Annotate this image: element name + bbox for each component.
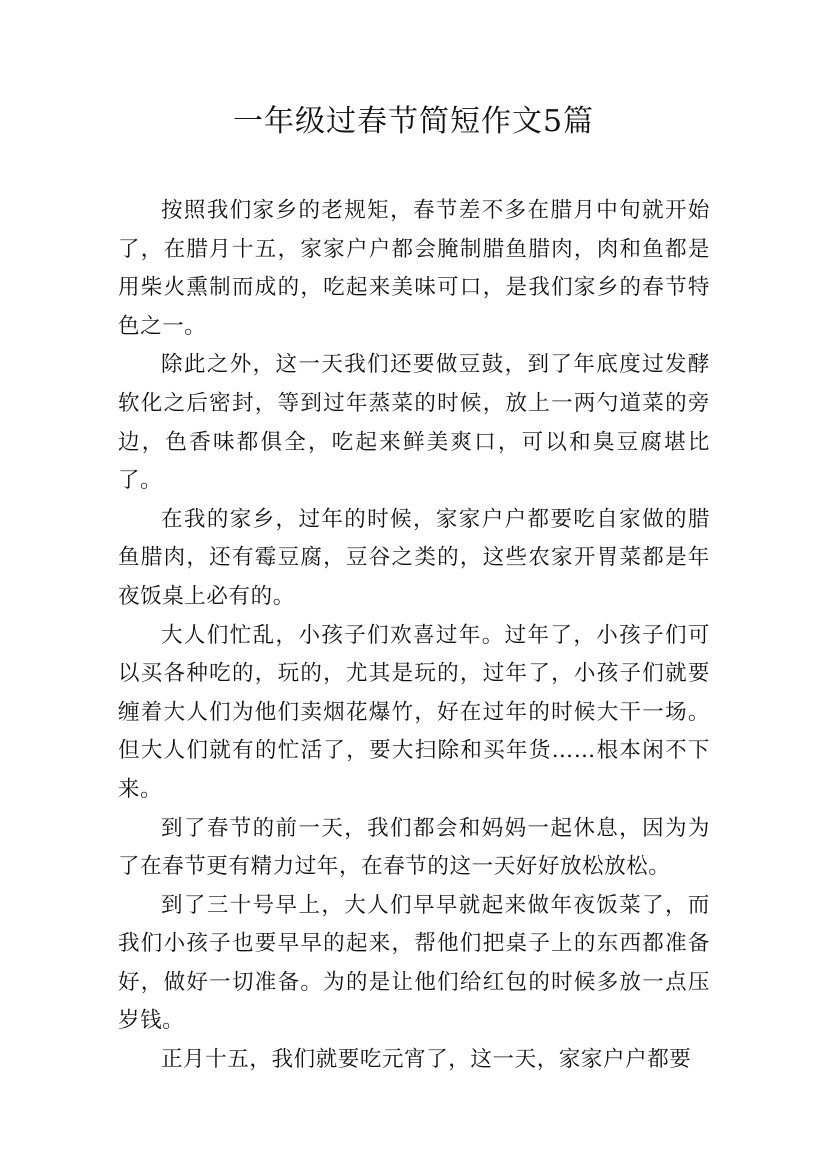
paragraph-5: 到了春节的前一天，我们都会和妈妈一起休息，因为为了在春节更有精力过年，在春节的这一天好好放松放松。 — [118, 815, 710, 880]
paragraph-7: 正月十五，我们就要吃元宵了，这一天，家家户户都要 — [161, 1047, 692, 1073]
paragraph-3: 在我的家乡，过年的时候，家家户户都要吃自家做的腊鱼腊肉，还有霉豆腐，豆谷之类的，这些农家开胃菜都是年夜饭桌上必有的。 — [118, 506, 710, 609]
paragraph-2: 除此之外，这一天我们还要做豆鼓，到了年底度过发酵软化之后密封，等到过年蒸菜的时候，放上一两勺道菜的旁边，色香味都俱全，吃起来鲜美爽口，可以和臭豆腐堪比了。 — [118, 352, 710, 494]
document-body — [118, 192, 710, 1080]
document-title: 一年级过春节简短作文5篇 — [232, 104, 595, 139]
paragraph-6: 到了三十号早上，大人们早早就起来做年夜饭菜了，而我们小孩子也要早早的起来，帮他们把桌子上的东西都准备好，做好一切准备。为的是让他们给红包的时候多放一点压岁钱。 — [118, 892, 710, 1034]
paragraph-1: 按照我们家乡的老规矩，春节差不多在腊月中旬就开始了，在腊月十五，家家户户都会腌制腊鱼腊肉，肉和鱼都是用柴火熏制而成的，吃起来美味可口，是我们家乡的春节特色之一。 — [118, 198, 710, 339]
paragraph-4: 大人们忙乱，小孩子们欢喜过年。过年了，小孩子们可以买各种吃的，玩的，尤其是玩的，过年了，小孩子们就要缠着大人们为他们卖烟花爆竹，好在过年的时候大干一场。但大人们就有的忙活了，要大扫除和买年货……根本闲不下来。 — [118, 622, 710, 802]
